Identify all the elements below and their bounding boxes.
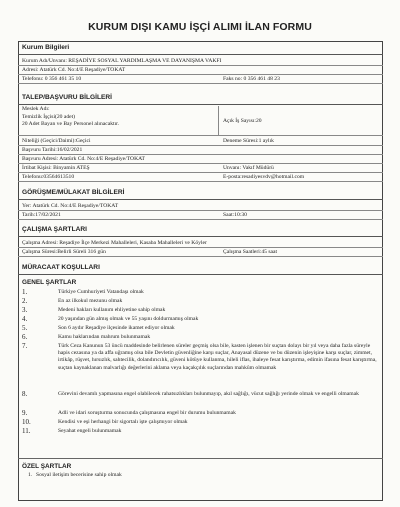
gorusme-yer: Yer: Atatürk Cd. No:4/E Reşadiye/TOKAT — [18, 202, 383, 211]
meslek-value-2: 20 Adet Bayan ve Bay Personel alınacaktır. — [22, 121, 120, 127]
item-text: Kendisi ve eşi herhangi bir sigortalı işte çalışmıyor olmak — [58, 419, 188, 425]
meslek-label: Meslek Adı: — [22, 106, 50, 112]
genel-sart-item — [22, 325, 378, 333]
item-number: 1. — [22, 288, 28, 296]
item-number: 3. — [22, 306, 28, 314]
item-text: Sosyal iletişim becerisine sahip olmak — [36, 472, 122, 478]
meslek-row — [18, 106, 383, 136]
divider — [18, 458, 383, 459]
calisma-adresi: Çalışma Adresi: Reşadiye İlçe Merkezi Mahalleleri, Kasaba Mahalleleri ve Köyler — [18, 239, 383, 248]
item-number: 8. — [22, 390, 28, 398]
genel-sart-item — [22, 343, 378, 389]
item-number: 10. — [22, 418, 31, 426]
item-text: Türk Ceza Kanunun 53 üncü maddesinde belirlenen süreler geçmiş olsa bile, kasten işlenen bir suçtan dolayı bir yıl veya daha fazla süreyle hapis cezasına ya da affa uğramış olsa bile Devletin güvenliğine karşı suçlar, Anayasal düzene ve bu düzenin işleyişine karşı suçlar, zimmet, irtikâp, rüşvet, hırsızlık, sahtecilik, dolandırıcılık, güveni kötüye kullanma, hileli iflas, ihaleye fesat karıştırma, edimin ifasına fesat karıştırma, suçtan kaynaklanan malvarlığı değerlerini aklama veya kaçakçılık suçlarından mahkûm olmamak — [58, 343, 377, 371]
section-muracaat-kosullari: MÜRACAAT KOŞULLARI — [18, 262, 383, 275]
section-gorusme-mulakat: GÖRÜŞME/MÜLAKAT BİLGİLERİ — [18, 187, 383, 200]
nitelik-row — [18, 137, 383, 146]
item-number: 1. — [28, 472, 33, 478]
genel-sart-item — [22, 391, 378, 407]
basvuru-tarihi: Başvuru Tarihi:16/02/2021 — [18, 146, 383, 155]
genel-sart-item — [22, 428, 378, 436]
genel-sart-item — [22, 410, 378, 418]
kurum-name: Kurum Adı/Unvanı: REŞADİYE SOSYAL YARDIMLAŞMA VE DAYANIŞMA VAKFI — [18, 57, 383, 66]
item-number: 11. — [22, 427, 31, 435]
item-text: Görevini devamlı yapmasına engel olabilecek rahatsızlıkları bulunmayıp, akıl sağlığı, vücut sağlığı yerinde olmak ve engelli olmamak — [58, 391, 359, 397]
basvuru-adresi: Başvuru Adresi: Atatürk Cd. No:4/E Reşadiye/TOKAT — [18, 155, 383, 164]
form-title: KURUM DIŞI KAMU İŞÇİ ALIMI İLAN FORMU — [88, 21, 312, 33]
iletisim-row — [18, 173, 383, 182]
gorusme-saat: Saat:10:30 — [223, 212, 247, 218]
section-talep-basvuru: TALEP/BAŞVURU BİLGİLERİ — [18, 92, 383, 105]
item-text: Medeni hakları kullanım ehliyetine sahip olmak — [58, 307, 166, 313]
item-text: 20 yaşından gün almış olmak ve 55 yaşını doldurmamış olmak — [58, 316, 199, 322]
genel-sart-item — [22, 307, 378, 315]
gorusme-tarih-row — [18, 211, 383, 220]
item-number: 2. — [22, 297, 28, 305]
calisma-saatleri: Çalışma Saatleri:45 saat — [223, 249, 278, 255]
section-kurum-bilgileri: Kurum Bilgileri — [18, 42, 383, 55]
item-number: 5. — [22, 324, 28, 332]
column-divider — [218, 106, 219, 135]
irtibat-eposta: E-posta:resadiyesvdv@hotmail.com — [223, 174, 305, 180]
calisma-suresi-row — [18, 248, 383, 257]
item-number: 7. — [22, 342, 28, 350]
calisma-suresi: Çalışma Süresi:Belirli Süreli 316 gün — [22, 249, 106, 255]
genel-sart-item — [22, 334, 378, 342]
irtibat-row — [18, 164, 383, 173]
acik-is-sayisi: Açık İş Sayısı:20 — [223, 118, 262, 124]
genel-sartlar-heading: GENEL ŞARTLAR — [22, 279, 77, 286]
deneme-suresi: Deneme Süresi:1 aylık — [223, 138, 274, 144]
item-text: Seyahat engeli bulunmamak — [58, 428, 122, 434]
genel-sart-item — [22, 289, 378, 297]
item-number: 6. — [22, 333, 28, 341]
section-calisma-sartlari: ÇALIŞMA ŞARTLARI — [18, 224, 383, 237]
genel-sart-item — [22, 419, 378, 427]
item-text: Kamu haklarından mahrum bulunmamak — [58, 334, 151, 340]
item-text: Adli ve idari soruşturma sonucunda çalışmasına engel bir durumu bulunmamak — [58, 410, 236, 416]
irtibat-kisisi: İrtibat Kişisi: Binyamin ATEŞ — [22, 165, 90, 171]
item-text: Türkiye Cumhuriyeti Vatandaşı olmak — [58, 289, 144, 295]
kurum-fax: Faks no: 0 356 461 48 23 — [223, 76, 280, 82]
item-text: Son 6 aydır Reşadiye ilçesinde ikamet ediyor olmak — [58, 325, 175, 331]
genel-sart-item — [22, 298, 378, 306]
ozel-sartlar-heading: ÖZEL ŞARTLAR — [22, 463, 72, 470]
item-number: 9. — [22, 409, 28, 417]
irtibat-telefon: Telefonu:03564613510 — [22, 174, 75, 180]
kurum-phone-row — [18, 75, 383, 84]
item-number: 4. — [22, 315, 28, 323]
gorusme-tarih: Tarih:17/02/2021 — [22, 212, 61, 218]
kurum-phone: Telefonu: 0 356 461 35 10 — [22, 76, 82, 82]
kurum-address: Adresi: Atatürk Cd. No:4/E Reşadiye/TOKAT — [18, 66, 383, 75]
meslek-value-1: Temizlik İşçisi(20 adet) — [22, 113, 76, 120]
nitelik: Niteliği (Geçici/Daimi):Geçici — [22, 138, 91, 144]
irtibat-unvan: Unvanı: Vakıf Müdürü — [223, 165, 274, 171]
item-text: En az ilkokul mezunu olmak — [58, 298, 123, 304]
genel-sart-item — [22, 316, 378, 324]
